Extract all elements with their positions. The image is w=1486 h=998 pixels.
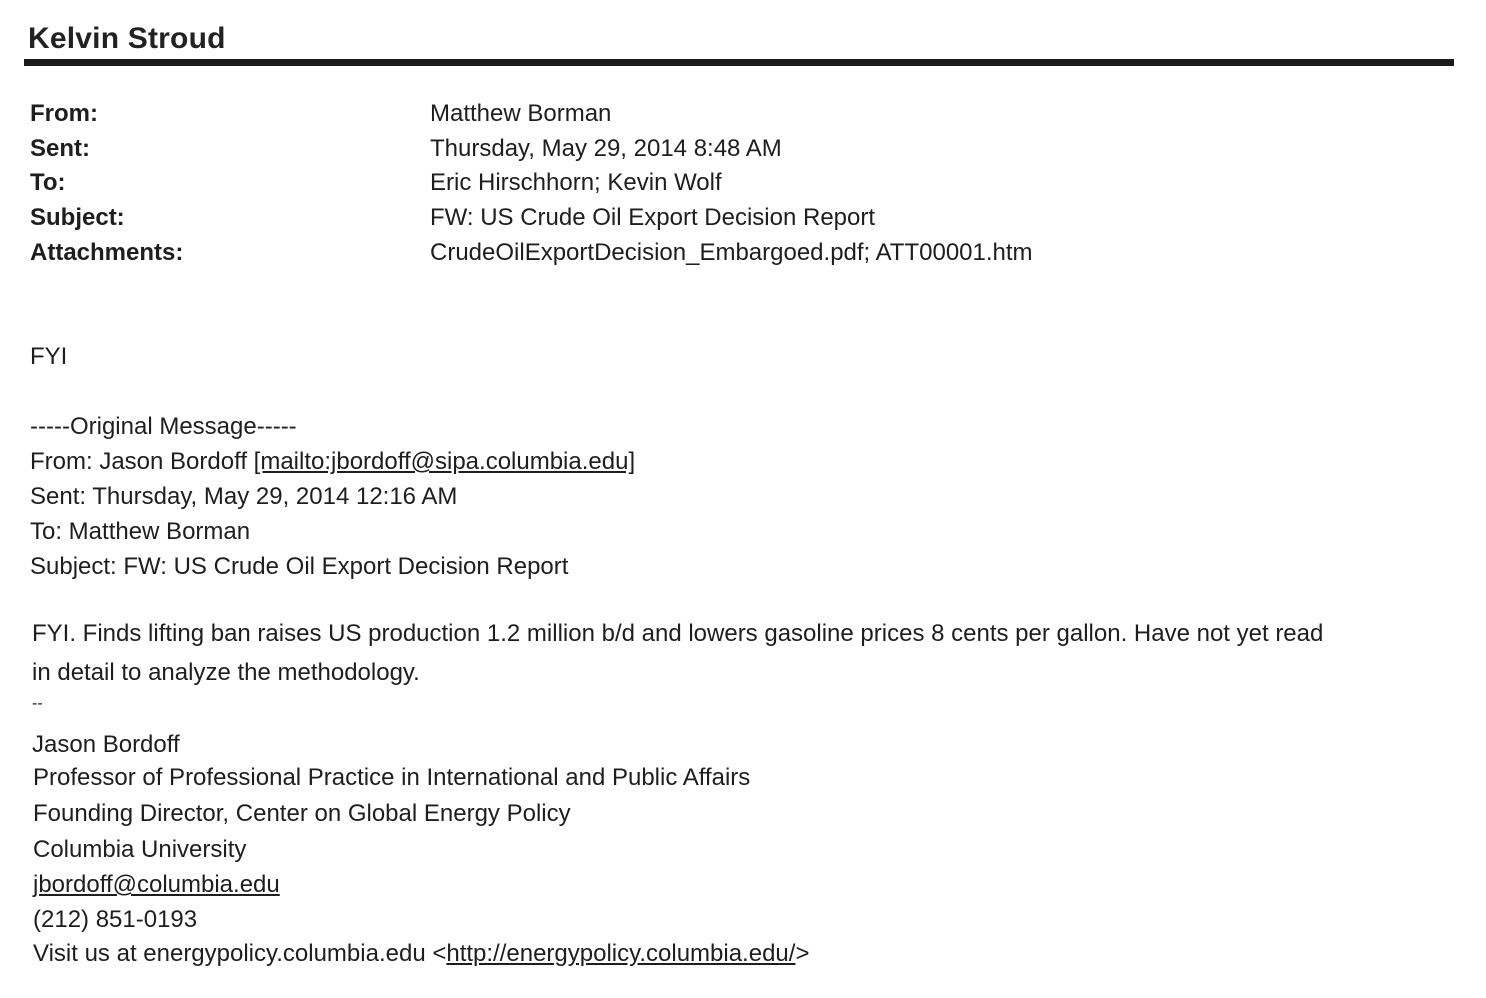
signature-separator: -- [32,695,43,712]
signature-visit-close: > [795,940,810,967]
mailbox-owner-name: Kelvin Stroud [28,22,226,55]
original-sent-line: Sent: Thursday, May 29, 2014 12:16 AM [30,483,458,510]
header-divider [24,59,1454,66]
signature-email-link[interactable]: jbordoff@columbia.edu [33,871,280,898]
subject-value: FW: US Crude Oil Export Decision Report [430,204,876,231]
attachments-value[interactable]: CrudeOilExportDecision_Embargoed.pdf; ATT00001.htm [430,239,1033,266]
original-from-line [30,448,635,476]
original-from-mailto-link[interactable]: [mailto:jbordoff@sipa.columbia.edu] [253,448,636,475]
signature-organization: Columbia University [33,836,247,863]
sent-value: Thursday, May 29, 2014 8:48 AM [430,135,782,162]
signature-visit-text: Visit us at energypolicy.columbia.edu < [33,940,447,967]
original-message-separator: -----Original Message----- [30,413,297,440]
sent-label: Sent: [30,135,90,162]
signature-visit-line [33,940,809,968]
original-to-line: To: Matthew Borman [30,518,251,545]
from-label: From: [30,100,98,127]
message-text-line-2: in detail to analyze the methodology. [32,659,420,686]
signature-name: Jason Bordoff [32,731,180,758]
from-value: Matthew Borman [430,100,612,127]
original-from-text: From: Jason Bordoff [30,448,254,475]
signature-title-1: Professor of Professional Practice in International and Public Affairs [33,764,751,791]
to-label: To: [30,169,66,196]
signature-title-2: Founding Director, Center on Global Energy Policy [33,800,571,827]
original-subject-line: Subject: FW: US Crude Oil Export Decision Report [30,553,569,580]
signature-website-link[interactable]: http://energypolicy.columbia.edu/ [446,940,796,967]
message-text-line-1: FYI. Finds lifting ban raises US production 1.2 million b/d and lowers gasoline prices 8 cents per gallon. Have not yet read [32,620,1324,647]
fyi-line: FYI [30,343,68,370]
signature-phone: (212) 851-0193 [33,906,198,933]
subject-label: Subject: [30,204,125,231]
to-value: Eric Hirschhorn; Kevin Wolf [430,169,722,196]
attachments-label: Attachments: [30,239,184,266]
